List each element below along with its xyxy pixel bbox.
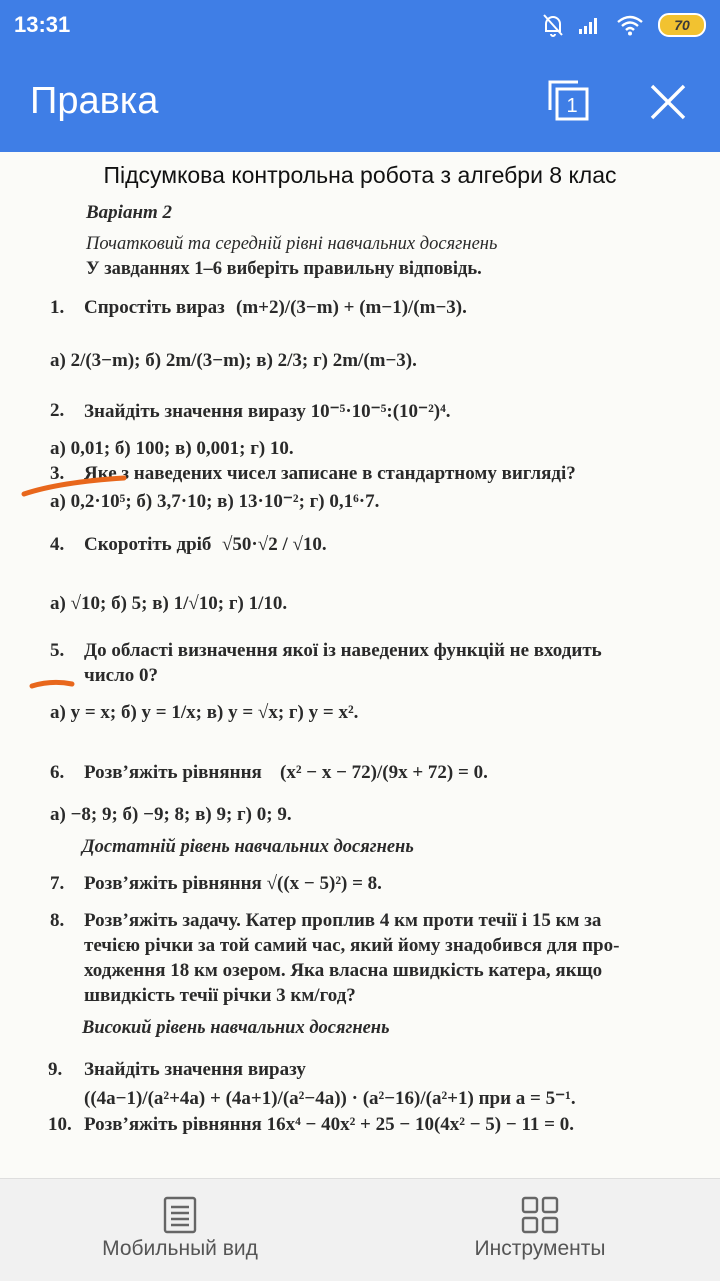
scanned-page <box>0 152 720 1178</box>
task-line: ходження 18 км озером. Яка власна швидкість катера, якщо <box>84 960 603 981</box>
task-text: До області визначення якої із наведених функцій не входить <box>84 640 602 661</box>
cell-signal-icon <box>578 15 602 35</box>
document-title: Підсумкова контрольна робота з алгебри 8 клас <box>103 162 617 188</box>
task-expression: (m+2)/(3−m) + (m−1)/(m−3). <box>236 297 467 318</box>
task-expression: √50·√2 / √10. <box>222 534 327 555</box>
task-line: течією річки за той самий час, який йому знадобився для про- <box>84 935 620 956</box>
task-number: 7. <box>50 873 65 894</box>
task-number: 1. <box>50 297 65 318</box>
task-answers: а) y = x; б) y = 1/x; в) y = √x; г) y = x². <box>50 702 359 723</box>
app-title: Правка <box>30 80 159 122</box>
task-expression: (x² − x − 72)/(9x + 72) = 0. <box>280 762 488 783</box>
variant-heading: Варіант 2 <box>86 202 173 223</box>
task-number: 9. <box>48 1059 63 1080</box>
task-line: Розв’яжіть задачу. Катер проплив 4 км проти течії і 15 км за <box>84 910 602 931</box>
app-bar <box>0 50 720 152</box>
document-view[interactable] <box>0 152 720 1178</box>
task-number: 5. <box>50 640 65 661</box>
task-answers: а) 0,01; б) 100; в) 0,001; г) 10. <box>50 438 294 459</box>
task-answers: а) √10; б) 5; в) 1/√10; г) 1/10. <box>50 593 288 614</box>
status-time: 13:31 <box>14 12 71 37</box>
level-heading-sufficient: Достатній рівень навчальних досягнень <box>82 837 414 857</box>
level-heading-initial: Початковий та середній рівні навчальних досягнень <box>86 234 498 254</box>
task-text: Розв’яжіть рівняння <box>84 762 262 783</box>
mobile-view-label: Мобильный вид <box>102 1237 258 1260</box>
task-text: Розв’яжіть рівняння 16x⁴ − 40x² + 25 − 10(4x² − 5) − 11 = 0. <box>84 1114 574 1135</box>
task-text: Знайдіть значення виразу 10⁻⁵·10⁻⁵:(10⁻²)⁴. <box>84 401 451 422</box>
task-text: Яке з наведених чисел записане в стандартному вигляді? <box>84 463 576 484</box>
instruction: У завданнях 1–6 виберіть правильну відповідь. <box>86 259 482 279</box>
wifi-icon <box>616 14 644 36</box>
highlight-stroke <box>28 676 78 692</box>
status-icons <box>542 10 706 40</box>
highlight-stroke <box>20 470 130 500</box>
task-answers: а) 2/(3−m); б) 2m/(3−m); в) 2/3; г) 2m/(m−3). <box>50 350 417 371</box>
page-count: 1 <box>566 95 578 117</box>
level-heading-high: Високий рівень навчальних досягнень <box>82 1018 390 1038</box>
task-text: Знайдіть значення виразу <box>84 1059 306 1080</box>
document-icon <box>160 1195 200 1235</box>
task-answers: а) 0,2·10⁵; б) 3,7·10; в) 13·10⁻²; г) 0,1⁶·7. <box>50 491 380 512</box>
task-number: 8. <box>50 910 65 931</box>
task-number: 6. <box>50 762 65 783</box>
task-number: 3. <box>50 463 65 484</box>
notifications-off-icon <box>542 13 564 37</box>
tools-button[interactable] <box>360 1179 720 1281</box>
task-answers: а) −8; 9; б) −9; 8; в) 9; г) 0; 9. <box>50 804 292 825</box>
bottom-bar <box>0 1178 720 1281</box>
tools-label: Инструменты <box>474 1237 606 1260</box>
battery-icon: 70 <box>658 13 706 37</box>
task-number: 2. <box>50 400 65 421</box>
grid-icon <box>520 1195 560 1235</box>
task-expression: ((4a−1)/(a²+4a) + (4a+1)/(a²−4a)) · (a²−16)/(a²+1) при a = 5⁻¹. <box>84 1088 576 1109</box>
task-text: Розв’яжіть рівняння √((x − 5)²) = 8. <box>84 873 382 894</box>
task-text: Спростіть вираз <box>84 297 225 318</box>
status-bar <box>0 0 720 50</box>
close-icon[interactable] <box>646 80 690 124</box>
task-number: 4. <box>50 534 65 555</box>
pages-icon[interactable] <box>546 78 590 122</box>
mobile-view-button[interactable] <box>0 1179 360 1281</box>
task-text-continued: число 0? <box>84 665 159 686</box>
task-line: швидкість течії річки 3 км/год? <box>84 985 356 1006</box>
task-text: Скоротіть дріб <box>84 534 212 555</box>
task-number: 10. <box>48 1114 72 1135</box>
